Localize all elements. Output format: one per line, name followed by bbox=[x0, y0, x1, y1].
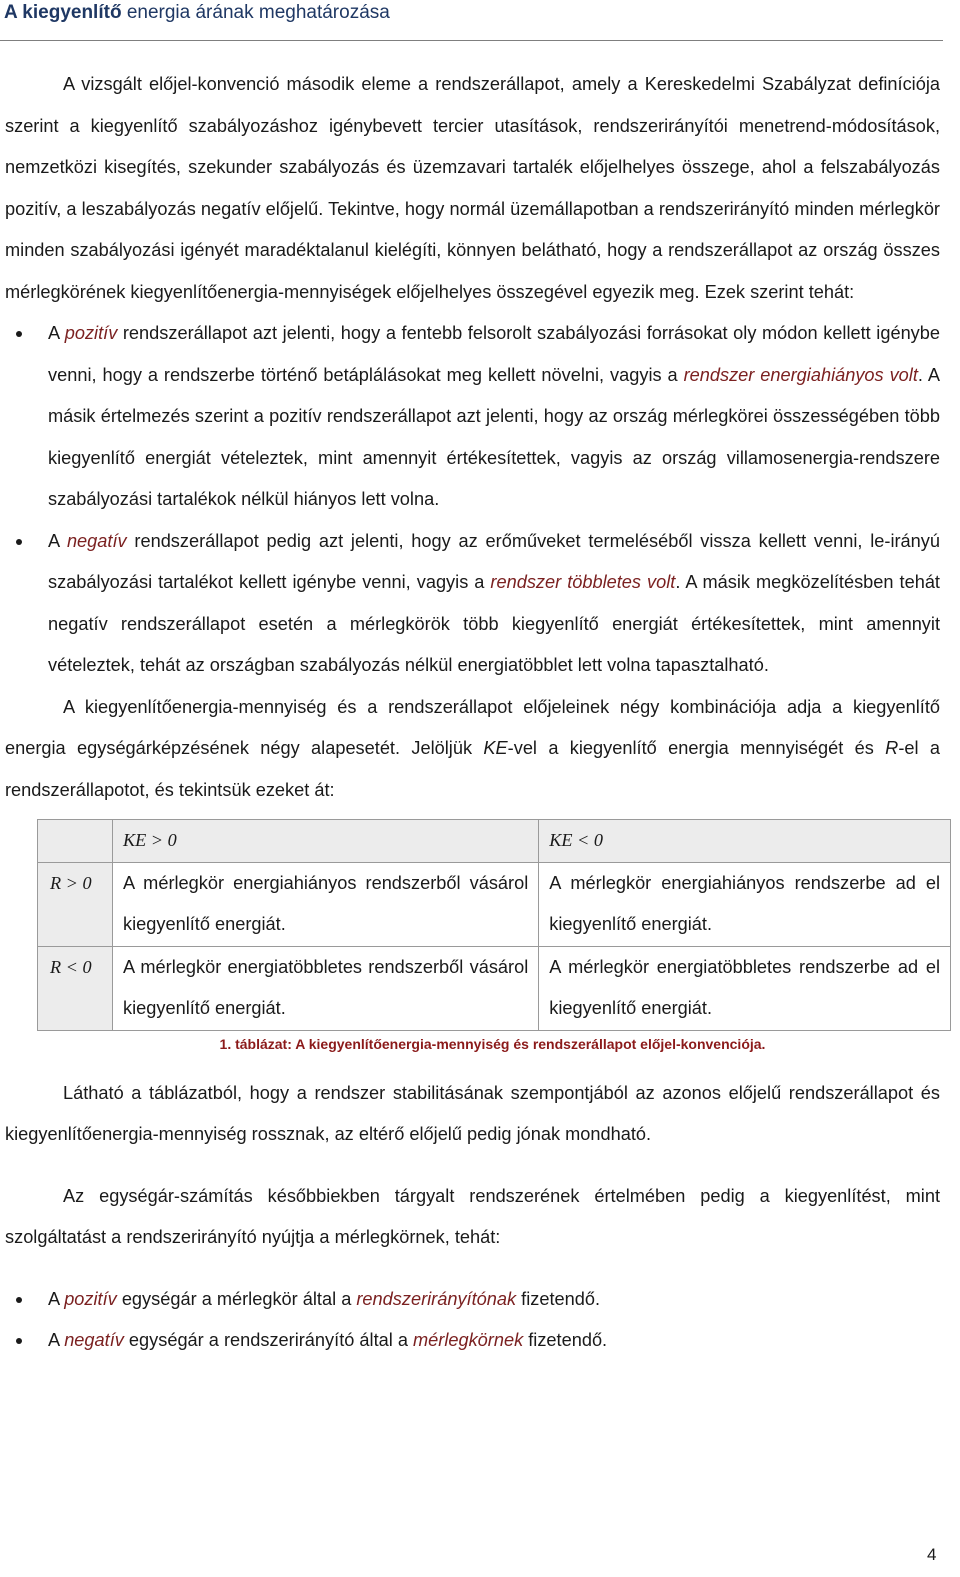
page-number: 4 bbox=[927, 1545, 937, 1564]
text-span: -el a rendszerállapotot, és tekintsük ezeket át: bbox=[5, 738, 940, 800]
table-caption: 1. táblázat: A kiegyenlítőenergia-mennyiség és rendszerállapot előjel-konvenciója. bbox=[219, 1035, 766, 1052]
header-title-bold: A kiegyenlítő bbox=[4, 2, 122, 23]
symbol-r: R bbox=[885, 738, 899, 758]
emphasis-text: rendszer energiahiányos volt bbox=[683, 364, 918, 385]
symbol-ke: KE bbox=[483, 738, 508, 758]
bullet-icon bbox=[16, 331, 22, 337]
bullet-icon bbox=[16, 1297, 22, 1303]
bullet-icon bbox=[16, 539, 22, 545]
emphasis-text: pozitív bbox=[64, 1288, 117, 1309]
bullet-item-positive bbox=[5, 313, 940, 521]
bullet-list-1 bbox=[5, 313, 940, 687]
bullet-item-positive-price bbox=[5, 1279, 940, 1321]
text-span: A bbox=[48, 1330, 65, 1350]
emphasis-text: rendszer többletes volt bbox=[490, 572, 676, 592]
text-span: . A másik megközelítésben tehát negatív rendszerállapot esetén a mérlegkörök több kiegyenlítő energiát értékesítettek, mint amennyit vételeztek, tehát az országban szabályozás nélkül energiatöbblet lett volna tapasztalható. bbox=[48, 572, 940, 675]
text-span: egységár a mérlegkör által a bbox=[116, 1288, 357, 1309]
table-header-row bbox=[38, 820, 951, 863]
row-header-r-positive: R > 0 bbox=[38, 862, 113, 946]
bullet-item-negative bbox=[5, 521, 940, 687]
emphasis-text: pozitív bbox=[64, 323, 118, 343]
paragraph-3: Látható a táblázatból, hogy a rendszer stabilitásának szempontjából az azonos előjelű rendszerállapot és kiegyenlítőenergia-mennyiség rossznak, az eltérő előjelű pedig jónak mondható. bbox=[5, 1082, 940, 1144]
paragraph-1: A vizsgált előjel-konvenció második eleme a rendszerállapot, amely a Kereskedelmi Szabályzat definíciója szerint a kiegyenlítő szabályozáshoz igénybevett tercier utasítások, rendszerirányítói menetrend-módosítások, nemzetközi kisegítés, szekunder szabályozás és üzemzavari tartalék előjelhelyes összege, ahol a felszabályozás pozitív, a leszabályozás negatív előjelű. Tekintve, hogy normál üzemállapotban a rendszerirányító minden mérlegkör minden szabályozási igényét maradéktalanul kielégíti, könnyen belátható, hogy a rendszerállapot az ország összes mérlegkörének kiegyenlítőenergia-mennyiségek előjelhelyes összegével egyezik meg. Ezek szerint tehát: bbox=[5, 74, 940, 302]
text-span: fizetendő. bbox=[516, 1288, 601, 1309]
text-span: -vel a kiegyenlítő energia mennyiségét és bbox=[507, 738, 886, 758]
paragraph-4: Az egységár-számítás későbbiekben tárgyalt rendszerének értelmében pedig a kiegyenlítést, mint szolgáltatást a rendszerirányító nyújtja a mérlegkörnek, tehát: bbox=[5, 1185, 940, 1247]
table-row bbox=[38, 862, 951, 946]
table-cell: A mérlegkör energiahiányos rendszerből vásárol kiegyenlítő energiát. bbox=[113, 862, 539, 946]
text-span: . A másik értelmezés szerint a pozitív rendszerállapot azt jelenti, hogy az ország mérlegkörei összességében több kiegyenlítő energiát vételeztek, mint amennyit értékesítettek, vagyis az ország villamosenergia-rendszere szabályozási tartalékok nélkül hiányos lett volna. bbox=[48, 364, 941, 509]
column-header-ke-negative: KE < 0 bbox=[539, 820, 951, 863]
text-span: A kiegyenlítőenergia-mennyiség és a rendszerállapot előjeleinek négy kombinációja adja a kiegyenlítő energia egységárképzésének négy alapesetét. Jelöljük bbox=[5, 696, 940, 758]
paragraph-2 bbox=[5, 687, 940, 812]
page-header bbox=[0, 0, 943, 41]
header-title bbox=[4, 2, 390, 24]
text-span: A bbox=[48, 323, 65, 343]
bullet-item-negative-price bbox=[5, 1320, 940, 1362]
header-title-rest: energia árának meghatározása bbox=[121, 2, 390, 23]
column-header-ke-positive: KE > 0 bbox=[113, 820, 539, 863]
table-row bbox=[38, 946, 951, 1030]
text-span: rendszerállapot pedig azt jelenti, hogy az erőműveket termeléséből vissza kellett venni, le-irányú szabályozási tartalékot kellett igénybe venni, vagyis a bbox=[48, 530, 940, 592]
emphasis-text: negatív bbox=[64, 1330, 124, 1350]
emphasis-text: rendszerirányítónak bbox=[356, 1288, 517, 1309]
table-cell: A mérlegkör energiahiányos rendszerbe ad el kiegyenlítő energiát. bbox=[539, 862, 951, 946]
table-cell: A mérlegkör energiatöbbletes rendszerből vásárol kiegyenlítő energiát. bbox=[113, 946, 539, 1030]
text-span: A bbox=[48, 530, 67, 551]
row-header-r-negative: R < 0 bbox=[38, 946, 113, 1030]
table-cell: A mérlegkör energiatöbbletes rendszerbe ad el kiegyenlítő energiát. bbox=[539, 946, 951, 1030]
bullet-icon bbox=[16, 1338, 22, 1344]
text-span: A bbox=[48, 1288, 65, 1309]
text-span: fizetendő. bbox=[523, 1330, 608, 1350]
emphasis-text: negatív bbox=[66, 530, 127, 551]
emphasis-text: mérlegkörnek bbox=[413, 1330, 524, 1350]
document-body bbox=[5, 64, 940, 1362]
bullet-list-2 bbox=[5, 1279, 940, 1362]
sign-convention-table bbox=[37, 819, 951, 1031]
text-span: egységár a rendszerirányító által a bbox=[123, 1330, 413, 1350]
table-corner-cell bbox=[38, 820, 113, 863]
text-span: rendszerállapot azt jelenti, hogy a fentebb felsorolt szabályozási forrásokat oly módon kellett igénybe venni, hogy a rendszerbe történő betáplálásokat meg kellett növelni, vagyis a bbox=[48, 323, 941, 385]
